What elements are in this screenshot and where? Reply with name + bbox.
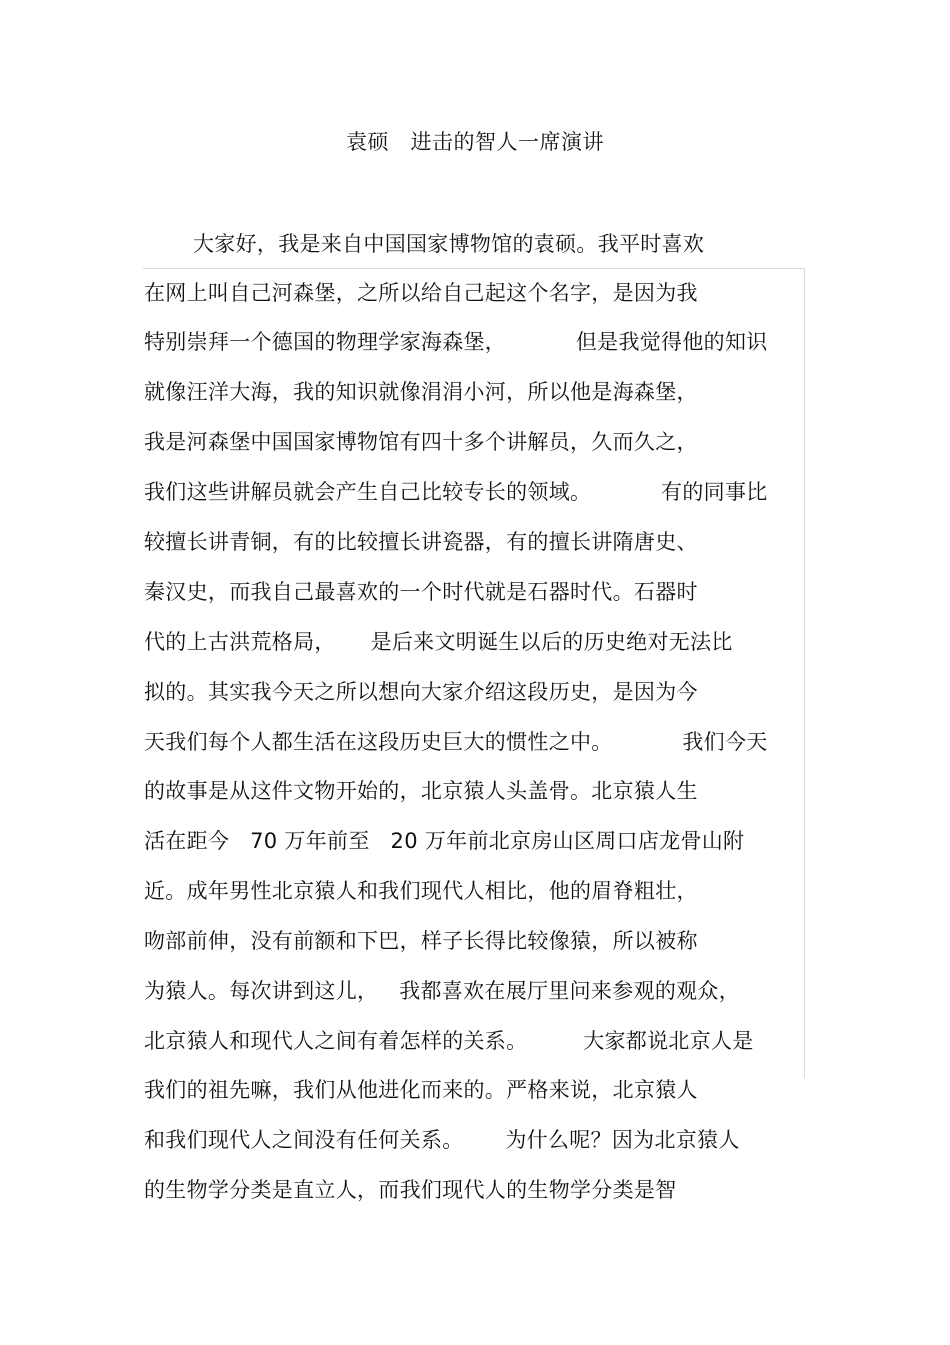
paragraph-line: 的生物学分类是直立人，而我们现代人的生物学分类是智 xyxy=(144,1178,677,1202)
paragraph-line: 吻部前伸，没有前额和下巴，样子长得比较像猿，所以被称 xyxy=(144,929,698,953)
paragraph-line: 代的上古洪荒格局， 是后来文明诞生以后的历史绝对无法比 xyxy=(144,630,733,654)
paragraph-line: 特别崇拜一个德国的物理学家海森堡， 但是我觉得他的知识 xyxy=(144,330,768,354)
paragraph-line: 我是河森堡中国国家博物馆有四十多个讲解员，久而久之， xyxy=(144,430,698,454)
paragraph-line: 大家好，我是来自中国国家博物馆的袁硕。我平时喜欢 xyxy=(193,232,705,256)
paragraph-line: 就像汪洋大海，我的知识就像涓涓小河，所以他是海森堡， xyxy=(144,380,698,404)
paragraph-line: 我们的祖先嘛，我们从他进化而来的。严格来说，北京猿人 xyxy=(144,1078,698,1102)
document-title: 袁硕 进击的智人一席演讲 xyxy=(345,130,605,154)
paragraph-line: 北京猿人和现代人之间有着怎样的关系。 大家都说北京人是 xyxy=(144,1029,754,1053)
paragraph-line: 和我们现代人之间没有任何关系。 为什么呢？因为北京猿人 xyxy=(144,1128,740,1152)
paragraph-line: 拟的。其实我今天之所以想向大家介绍这段历史，是因为今 xyxy=(144,680,698,704)
paragraph-line: 为猿人。每次讲到这儿， 我都喜欢在展厅里问来参观的观众， xyxy=(144,979,741,1003)
paragraph-line: 较擅长讲青铜，有的比较擅长讲瓷器，有的擅长讲隋唐史、 xyxy=(144,530,698,554)
paragraph-line: 近。成年男性北京猿人和我们现代人相比，他的眉脊粗壮， xyxy=(144,879,698,903)
paragraph-line: 活在距今 70 万年前至 20 万年前北京房山区周口店龙骨山附 xyxy=(144,829,745,853)
paragraph-line: 秦汉史，而我自己最喜欢的一个时代就是石器时代。石器时 xyxy=(144,580,698,604)
paragraph-line: 的故事是从这件文物开始的，北京猿人头盖骨。北京猿人生 xyxy=(144,779,698,803)
paragraph-line: 在网上叫自己河森堡，之所以给自己起这个名字，是因为我 xyxy=(144,281,698,305)
paragraph-line: 我们这些讲解员就会产生自己比较专长的领域。 有的同事比 xyxy=(144,480,768,504)
paragraph-line: 天我们每个人都生活在这段历史巨大的惯性之中。 我们今天 xyxy=(144,730,768,754)
